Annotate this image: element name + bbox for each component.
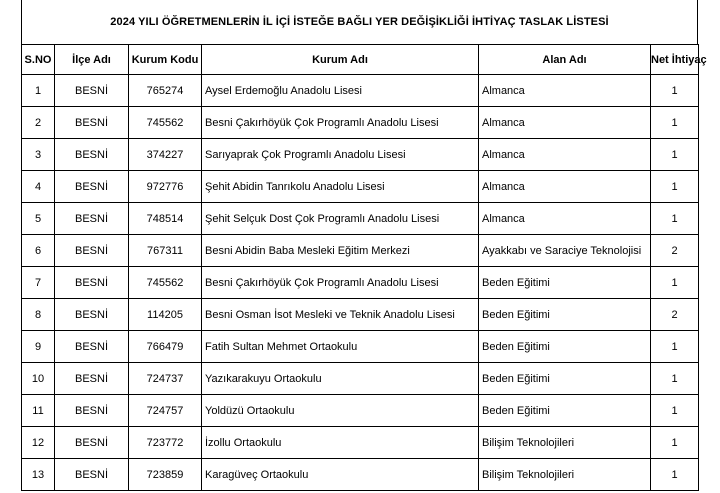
institution-name: Şehit Selçuk Dost Çok Programlı Anadolu Lisesi — [202, 203, 479, 235]
field-name: Beden Eğitimi — [479, 299, 651, 331]
table-row — [22, 75, 699, 107]
institution-name: Besni Çakırhöyük Çok Programlı Anadolu Lisesi — [202, 107, 479, 139]
column-header: S.NO — [22, 45, 55, 75]
field-name: Almanca — [479, 139, 651, 171]
institution-name: Besni Abidin Baba Mesleki Eğitim Merkezi — [202, 235, 479, 267]
district-name: BESNİ — [55, 395, 129, 427]
institution-code: 745562 — [129, 267, 202, 299]
net-need: 1 — [651, 139, 699, 171]
institution-code: 765274 — [129, 75, 202, 107]
document-sheet — [21, 0, 707, 491]
row-number: 8 — [22, 299, 55, 331]
institution-name: Besni Osman İsot Mesleki ve Teknik Anadolu Lisesi — [202, 299, 479, 331]
institution-code: 767311 — [129, 235, 202, 267]
column-header: Alan Adı — [479, 45, 651, 75]
field-name: Almanca — [479, 171, 651, 203]
net-need: 2 — [651, 235, 699, 267]
field-name: Ayakkabı ve Saraciye Teknolojisi — [479, 235, 651, 267]
table-row — [22, 267, 699, 299]
district-name: BESNİ — [55, 139, 129, 171]
net-need: 1 — [651, 363, 699, 395]
field-name: Bilişim Teknolojileri — [479, 459, 651, 491]
column-header: İlçe Adı — [55, 45, 129, 75]
row-number: 5 — [22, 203, 55, 235]
institution-code: 745562 — [129, 107, 202, 139]
row-number: 2 — [22, 107, 55, 139]
net-need: 1 — [651, 331, 699, 363]
row-number: 12 — [22, 427, 55, 459]
table-row — [22, 363, 699, 395]
institution-name: Şehit Abidin Tanrıkolu Anadolu Lisesi — [202, 171, 479, 203]
net-need: 2 — [651, 299, 699, 331]
field-name: Almanca — [479, 75, 651, 107]
institution-name: Fatih Sultan Mehmet Ortaokulu — [202, 331, 479, 363]
institution-name: Karagüveç Ortaokulu — [202, 459, 479, 491]
row-number: 9 — [22, 331, 55, 363]
institution-name: Yazıkarakuyu Ortaokulu — [202, 363, 479, 395]
column-header: Kurum Adı — [202, 45, 479, 75]
table-row — [22, 203, 699, 235]
field-name: Beden Eğitimi — [479, 331, 651, 363]
institution-code: 723859 — [129, 459, 202, 491]
district-name: BESNİ — [55, 299, 129, 331]
net-need: 1 — [651, 171, 699, 203]
page-title: 2024 YILI ÖĞRETMENLERİN İL İÇİ İSTEĞE BAĞLI YER DEĞİŞİKLİĞİ İHTİYAÇ TASLAK LİSTESİ — [110, 16, 609, 28]
institution-name: Sarıyaprak Çok Programlı Anadolu Lisesi — [202, 139, 479, 171]
net-need: 1 — [651, 107, 699, 139]
institution-code: 724737 — [129, 363, 202, 395]
institution-name: İzollu Ortaokulu — [202, 427, 479, 459]
table-row — [22, 139, 699, 171]
institution-code: 723772 — [129, 427, 202, 459]
institution-code: 972776 — [129, 171, 202, 203]
institution-code: 114205 — [129, 299, 202, 331]
net-need: 1 — [651, 203, 699, 235]
institution-code: 374227 — [129, 139, 202, 171]
district-name: BESNİ — [55, 107, 129, 139]
institution-name: Besni Çakırhöyük Çok Programlı Anadolu Lisesi — [202, 267, 479, 299]
district-name: BESNİ — [55, 235, 129, 267]
row-number: 1 — [22, 75, 55, 107]
field-name: Almanca — [479, 107, 651, 139]
table-row — [22, 395, 699, 427]
field-name: Beden Eğitimi — [479, 395, 651, 427]
field-name: Beden Eğitimi — [479, 363, 651, 395]
table-row — [22, 299, 699, 331]
district-name: BESNİ — [55, 427, 129, 459]
net-need: 1 — [651, 267, 699, 299]
district-name: BESNİ — [55, 171, 129, 203]
field-name: Bilişim Teknolojileri — [479, 427, 651, 459]
table-row — [22, 107, 699, 139]
district-name: BESNİ — [55, 267, 129, 299]
column-header: Net İhtiyaç — [651, 45, 699, 75]
net-need: 1 — [651, 459, 699, 491]
field-name: Almanca — [479, 203, 651, 235]
district-name: BESNİ — [55, 459, 129, 491]
institution-name: Aysel Erdemoğlu Anadolu Lisesi — [202, 75, 479, 107]
net-need: 1 — [651, 395, 699, 427]
row-number: 3 — [22, 139, 55, 171]
institution-code: 766479 — [129, 331, 202, 363]
institution-code: 724757 — [129, 395, 202, 427]
row-number: 13 — [22, 459, 55, 491]
field-name: Beden Eğitimi — [479, 267, 651, 299]
need-list-table — [21, 44, 707, 491]
row-number: 7 — [22, 267, 55, 299]
table-row — [22, 235, 699, 267]
institution-name: Yoldüzü Ortaokulu — [202, 395, 479, 427]
column-header: Kurum Kodu — [129, 45, 202, 75]
row-number: 11 — [22, 395, 55, 427]
table-row — [22, 427, 699, 459]
table-row — [22, 171, 699, 203]
net-need: 1 — [651, 75, 699, 107]
district-name: BESNİ — [55, 363, 129, 395]
net-need: 1 — [651, 427, 699, 459]
district-name: BESNİ — [55, 75, 129, 107]
row-number: 4 — [22, 171, 55, 203]
table-row — [22, 331, 699, 363]
row-number: 10 — [22, 363, 55, 395]
header-row — [22, 45, 699, 75]
title-box — [21, 0, 698, 44]
institution-code: 748514 — [129, 203, 202, 235]
table-row — [22, 459, 699, 491]
district-name: BESNİ — [55, 331, 129, 363]
district-name: BESNİ — [55, 203, 129, 235]
row-number: 6 — [22, 235, 55, 267]
